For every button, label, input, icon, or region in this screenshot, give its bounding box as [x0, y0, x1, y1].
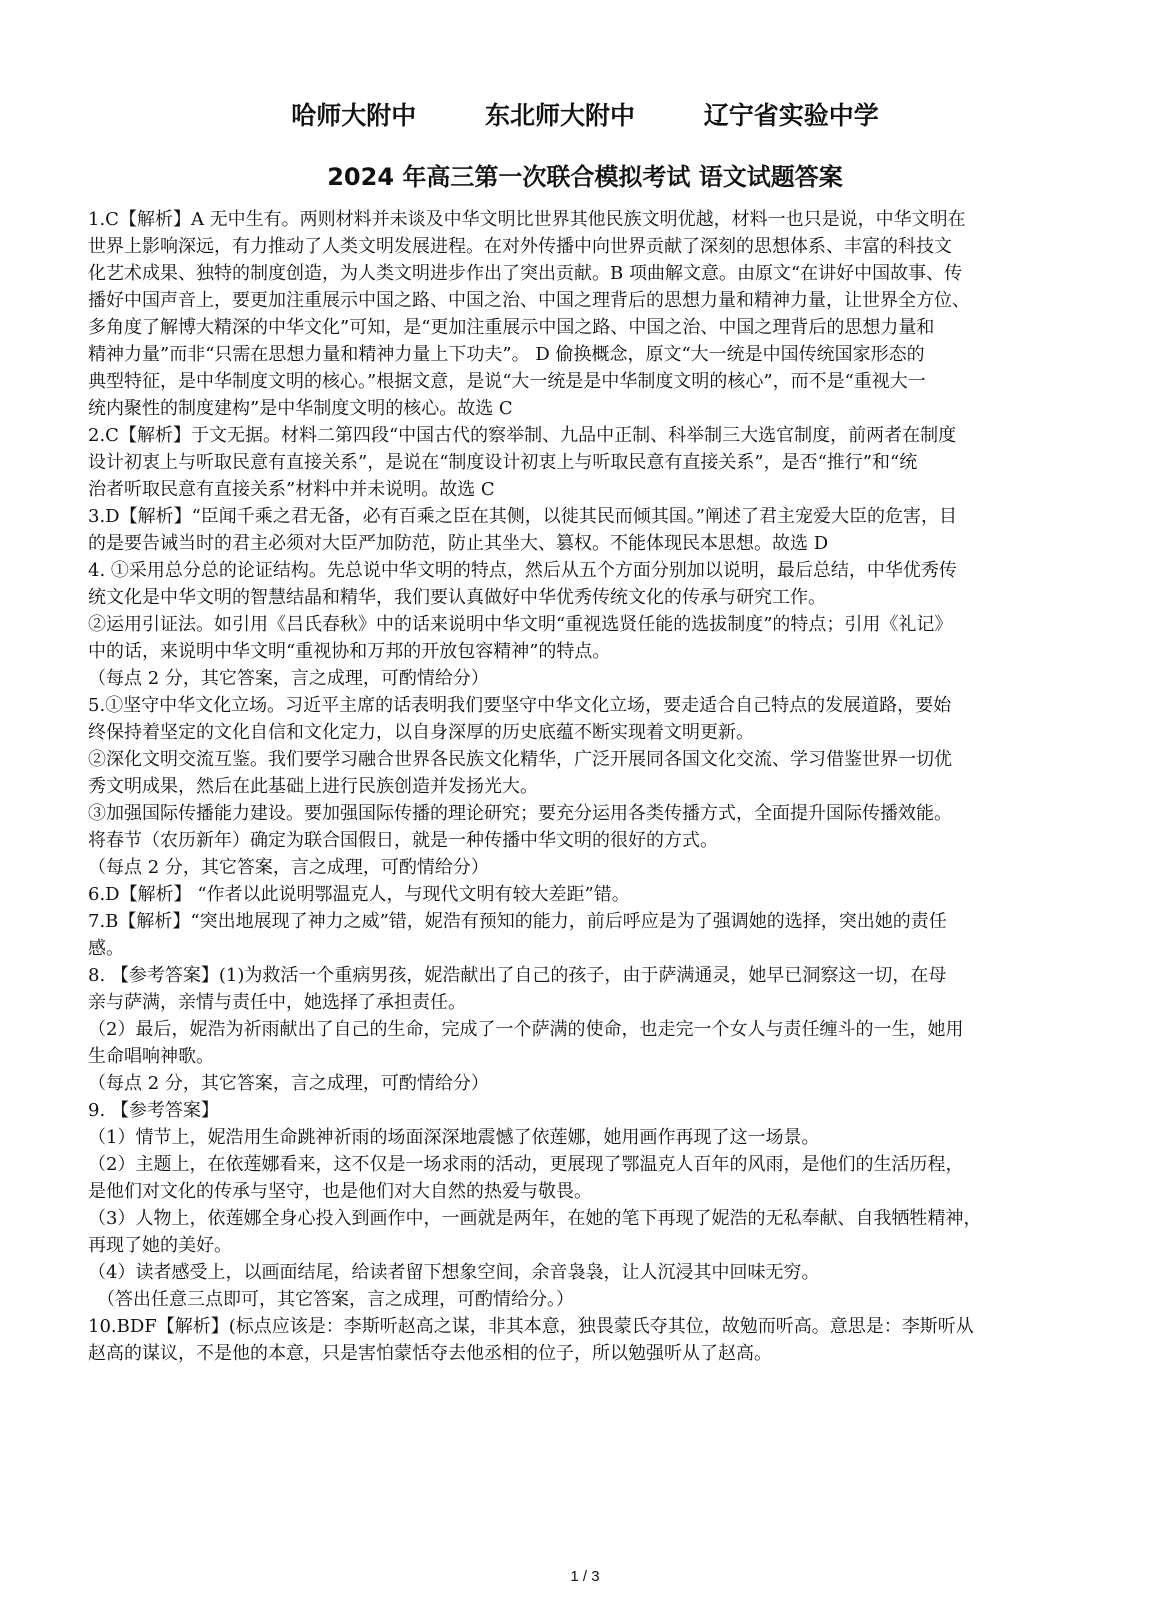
text-line: ②深化文明交流互鉴。我们要学习融合世界各民族文化精华，广泛开展同各国文化交流、学习借鉴世界一切优	[88, 749, 952, 770]
text-line: 多角度了解博大精深的中华文化”可知，是“更加注重展示中国之路、中国之治、中国之理背后的思想力量和	[88, 317, 935, 338]
text-line: （3）人物上，依莲娜全身心投入到画作中，一画就是两年，在她的笔下再现了妮浩的无私奉献、自我牺牲精神，	[88, 1208, 982, 1229]
text-line: 统文化是中华文明的智慧结晶和精华，我们要认真做好中华优秀传统文化的传承与研究工作。	[88, 587, 826, 608]
text-line: 是他们对文化的传承与坚守，也是他们对大自然的热爱与敬畏。	[88, 1181, 592, 1202]
page-number: 1 / 3	[570, 1568, 600, 1585]
text-line: 播好中国声音上，要更加注重展示中国之路、中国之治、中国之理背后的思想力量和精神力量，让世界全方位、	[88, 290, 970, 311]
text-line: （每点 2 分，其它答案，言之成理，可酌情给分）	[88, 668, 489, 689]
text-line: 10.BDF【解析】(标点应该是：李斯听赵高之谋，非其本意，独畏蒙氏夺其位，故勉而听高。意思是：李斯听从	[88, 1316, 974, 1337]
text-line: （2）主题上，在依莲娜看来，这不仅是一场求雨的活动，更展现了鄂温克人百年的风雨，是他们的生活历程，	[88, 1154, 964, 1175]
text-line: 精神力量”而非“只需在思想力量和精神力量上下功夫”。 D 偷换概念，原文“大一统是中国传统国家形态的	[88, 344, 925, 365]
school-name-3: 辽宁省实验中学	[703, 101, 879, 130]
text-line: 5.①坚守中华文化立场。习近平主席的话表明我们要坚守中华文化立场，要走适合自己特点的发展道路，要始	[88, 695, 952, 716]
text-line: （每点 2 分，其它答案，言之成理，可酌情给分）	[88, 1073, 489, 1094]
text-line: ③加强国际传播能力建设。要加强国际传播的理论研究；要充分运用各类传播方式，全面提升国际传播效能。	[88, 803, 952, 824]
text-line: 中的话，来说明中华文明“重视协和万邦的开放包容精神”的特点。	[88, 641, 611, 662]
text-line: 赵高的谋议，不是他的本意，只是害怕蒙恬夺去他丞相的位子，所以勉强听从了赵高。	[88, 1343, 772, 1364]
text-line: 再现了她的美好。	[88, 1235, 232, 1256]
text-line: 1.C【解析】A 无中生有。两则材料并未谈及中华文明比世界其他民族文明优越，材料一也只是说，中华文明在	[88, 209, 966, 230]
text-line: 感。	[88, 938, 124, 959]
text-line: 化艺术成果、独特的制度创造，为人类文明进步作出了突出贡献。B 项曲解文意。由原文“在讲好中国故事、传	[88, 263, 963, 284]
text-line: 世界上影响深远，有力推动了人类文明发展进程。在对外传播中向世界贡献了深刻的思想体系、丰富的科技文	[88, 236, 952, 257]
document-title: 2024 年高三第一次联合模拟考试 语文试题答案	[327, 163, 843, 191]
text-line: 秀文明成果，然后在此基础上进行民族创造并发扬光大。	[88, 776, 538, 797]
text-line: 将春节（农历新年）确定为联合国假日，就是一种传播中华文明的很好的方式。	[88, 830, 718, 851]
school-name-1: 哈师大附中	[291, 101, 417, 130]
text-line: 2.C【解析】于文无据。材料二第四段“中国古代的察举制、九品中正制、科举制三大选官制度，前两者在制度	[88, 425, 957, 446]
text-line: 统内聚性的制度建构”是中华制度文明的核心。故选 C	[88, 398, 513, 419]
text-line: （1）情节上，妮浩用生命跳神祈雨的场面深深地震憾了依莲娜，她用画作再现了这一场景。	[88, 1127, 820, 1148]
text-line: （答出任意三点即可，其它答案，言之成理，可酌情给分。）	[88, 1289, 574, 1310]
text-line: ②运用引证法。如引用《吕氏春秋》中的话来说明中华文明“重视选贤任能的选拔制度”的特点；引用《礼记》	[88, 614, 953, 635]
text-line: 终保持着坚定的文化自信和文化定力，以自身深厚的历史底蕴不断实现着文明更新。	[88, 722, 754, 743]
text-line: （每点 2 分，其它答案，言之成理，可酌情给分）	[88, 857, 489, 878]
answer-body	[88, 206, 1084, 1367]
text-line: 6.D【解析】 “作者以此说明鄂温克人，与现代文明有较大差距”错。	[88, 884, 630, 905]
text-line: （4）读者感受上，以画面结尾，给读者留下想象空间，余音袅袅，让人沉浸其中回味无穷。	[88, 1262, 820, 1283]
text-line: （2）最后，妮浩为祈雨献出了自己的生命，完成了一个萨满的使命，也走完一个女人与责任缠斗的一生，她用	[88, 1019, 964, 1040]
text-line: 的是要告诫当时的君主必须对大臣严加防范，防止其坐大、篡权。不能体现民本思想。故选 D	[88, 533, 829, 554]
text-line: 9. 【参考答案】	[88, 1100, 219, 1121]
text-line: 治者听取民意有直接关系”材料中并未说明。故选 C	[88, 479, 495, 500]
text-line: 3.D【解析】“臣闻千乘之君无备，必有百乘之臣在其侧，以徙其民而倾其国。”阐述了君主宠爱大臣的危害，目	[88, 506, 958, 527]
text-line: 设计初衷上与听取民意有直接关系”，是说在“制度设计初衷上与听取民意有直接关系”，是否“推行”和“统	[88, 452, 918, 473]
text-line: 8. 【参考答案】(1)为救活一个重病男孩，妮浩献出了自己的孩子，由于萨满通灵，她早已洞察这一切，在母	[88, 965, 947, 986]
text-line: 7.B【解析】“突出地展现了神力之威”错，妮浩有预知的能力，前后呼应是为了强调她的选择，突出她的责任	[88, 911, 947, 932]
school-header	[0, 96, 1170, 132]
school-name-2: 东北师大附中	[484, 101, 635, 130]
text-line: 典型特征，是中华制度文明的核心。”根据文意，是说“大一统是是中华制度文明的核心”，而不是“重视大一	[88, 371, 926, 392]
text-line: 4. ①采用总分总的论证结构。先总说中华文明的特点，然后从五个方面分别加以说明，最后总结，中华优秀传	[88, 560, 957, 581]
text-line: 生命唱响神歌。	[88, 1046, 214, 1067]
text-line: 亲与萨满，亲情与责任中，她选择了承担责任。	[88, 992, 466, 1013]
